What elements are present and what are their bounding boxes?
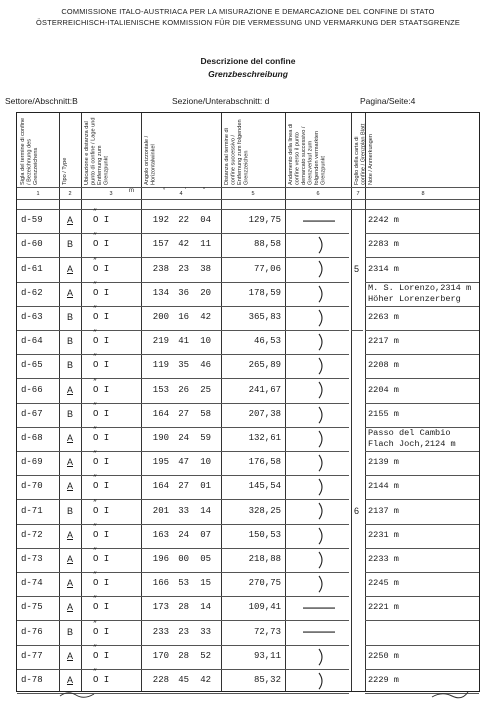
column-number-8: 8 [421, 191, 425, 197]
note-text: 2263 m [368, 311, 399, 322]
column-header-3: Ubicazione e distanza dal punto di confine / Lage und Entfernung zum Grenzpunkt [84, 117, 110, 185]
angle-degrees: 238 [152, 263, 169, 274]
document-title-german: Grenzbeschreibung [208, 69, 288, 79]
angle-seconds: 42 [200, 311, 211, 322]
curved-line-mark [299, 477, 339, 502]
angle-degrees: 190 [152, 432, 169, 443]
note-text: 2144 m [368, 481, 399, 492]
distance-value: 93,11 [253, 650, 281, 661]
angle-minutes: 22 [178, 215, 189, 226]
curved-line-mark [299, 429, 339, 454]
marker-location: O I [93, 650, 110, 661]
marker-id: d-67 [21, 408, 43, 419]
note-text: 2208 m [368, 360, 399, 371]
angle-seconds: 11 [200, 239, 211, 250]
column-number-3: 3 [109, 191, 113, 197]
angle-minutes: 23 [178, 263, 189, 274]
angle-degrees: 157 [152, 239, 169, 250]
page-label: Pagina/Seite:4 [360, 96, 416, 106]
marker-type: B [66, 505, 73, 516]
angle-seconds: 25 [200, 384, 211, 395]
angle-minutes: 42 [178, 239, 189, 250]
column-header-4: Angolo orizzontale / Horizontalwinkel [144, 135, 157, 185]
row-divider [365, 596, 479, 597]
location-tick-mark: ” [93, 233, 98, 242]
angle-minutes: 27 [178, 481, 189, 492]
angle-seconds: 10 [200, 457, 211, 468]
marker-id: d-70 [21, 481, 43, 492]
angle-degrees: 134 [152, 287, 169, 298]
section-label: Sezione/Unterabschnitt: d [172, 96, 270, 106]
note-text: 2233 m [368, 553, 399, 564]
marker-type: B [66, 336, 73, 347]
marker-id: d-63 [21, 311, 43, 322]
angle-degrees: 200 [152, 311, 169, 322]
marker-type: B [66, 408, 73, 419]
location-tick-mark: ” [93, 572, 98, 581]
location-tick-mark: ” [93, 402, 98, 411]
distance-value: 265,89 [248, 360, 281, 371]
column-number-4: 4 [179, 191, 183, 197]
distance-value: 77,06 [253, 263, 281, 274]
marker-location: O I [93, 529, 110, 540]
marker-location: O I [93, 311, 110, 322]
note-text-secondary: Flach Joch,2124 m [368, 438, 456, 449]
angle-minutes: 00 [178, 553, 189, 564]
marker-id: d-60 [21, 239, 43, 250]
curved-line-mark [299, 380, 339, 405]
angle-seconds: 07 [200, 529, 211, 540]
angle-minutes: 36 [178, 287, 189, 298]
distance-value: 85,32 [253, 674, 281, 685]
marker-location: O I [93, 360, 110, 371]
distance-value: 46,53 [253, 336, 281, 347]
marker-type: B [66, 239, 73, 250]
curved-line-mark [299, 550, 339, 575]
column-header-6: Andamento della linea di confine verso il punto demarcato successivo / Grenzverlauf zum folgenden vermarkten Grenzpunkt [288, 123, 327, 185]
note-text-secondary: Höher Lorenzerberg [368, 293, 461, 304]
angle-seconds: 14 [200, 602, 211, 613]
straight-line-mark [299, 622, 339, 647]
row-divider [365, 257, 479, 258]
note-text: 2139 m [368, 457, 399, 468]
marker-location: O I [93, 553, 110, 564]
marker-location: O I [93, 384, 110, 395]
marker-id: d-71 [21, 505, 43, 516]
curved-line-mark [299, 308, 339, 333]
note-text: 2314 m [368, 263, 399, 274]
distance-value: 328,25 [248, 505, 281, 516]
location-tick-mark: ” [93, 330, 98, 339]
marker-id: d-65 [21, 360, 43, 371]
marker-type: B [66, 311, 73, 322]
note-text: 2231 m [368, 529, 399, 540]
marker-id: d-61 [21, 263, 43, 274]
column-number-1: 1 [36, 191, 40, 197]
angle-degrees: 219 [152, 336, 169, 347]
column-header-7: Foglio della carta di confine / Grenzplan Blatt [354, 123, 367, 185]
location-tick-mark: ” [93, 620, 98, 629]
distance-value: 176,58 [248, 457, 281, 468]
marker-type: A [66, 287, 73, 298]
curved-line-mark [299, 501, 339, 526]
sector-label: Settore/Abschnitt:B [5, 96, 78, 106]
note-text: 2217 m [368, 336, 399, 347]
angle-degrees: 164 [152, 408, 169, 419]
marker-location: O I [93, 336, 110, 347]
marker-id: d-59 [21, 215, 43, 226]
angle-minutes: 23 [178, 626, 189, 637]
angle-minutes: 41 [178, 336, 189, 347]
marker-id: d-62 [21, 287, 43, 298]
angle-minutes: 27 [178, 408, 189, 419]
signature-mark-right [430, 690, 470, 701]
row-divider [365, 669, 479, 670]
curved-line-mark [299, 284, 339, 309]
column-number-7: 7 [356, 191, 360, 197]
straight-line-mark [299, 211, 339, 236]
location-tick-mark: ” [93, 523, 98, 532]
commission-title-german: ÖSTERREICHISCH-ITALIENISCHE KOMMISSION FÜR DIE VERMESSUNG UND VERMARKUNG DER STAATSGRENZE [36, 18, 460, 27]
angle-seconds: 15 [200, 578, 211, 589]
angle-seconds: 10 [200, 336, 211, 347]
marker-id: d-73 [21, 553, 43, 564]
row-divider [365, 645, 479, 646]
curved-line-mark [299, 526, 339, 551]
column-header-5: Distanza dal termine di confine successivo / Entfernung zum folgenden Grenzzeichen [224, 119, 250, 185]
distance-value: 72,73 [253, 626, 281, 637]
row-divider [365, 330, 479, 331]
angle-degrees: 233 [152, 626, 169, 637]
location-tick-mark: ” [93, 426, 98, 435]
angle-degrees: 196 [152, 553, 169, 564]
column-header-8: Note / Anmerkungen [368, 134, 374, 185]
distance-value: 270,75 [248, 578, 281, 589]
straight-line-mark [299, 598, 339, 623]
angle-minutes: 24 [178, 529, 189, 540]
angle-seconds: 04 [200, 215, 211, 226]
angle-degrees: 201 [152, 505, 169, 516]
distance-value: 150,53 [248, 529, 281, 540]
marker-type: A [66, 215, 73, 226]
boundary-table [16, 112, 480, 692]
unit-sec: " [203, 188, 206, 194]
location-tick-mark: ” [93, 451, 98, 460]
location-tick-mark: ” [93, 596, 98, 605]
note-text: M. S. Lorenzo,2314 m [368, 282, 472, 293]
marker-id: d-69 [21, 457, 43, 468]
angle-minutes: 45 [178, 674, 189, 685]
angle-seconds: 59 [200, 432, 211, 443]
distance-value: 365,83 [248, 311, 281, 322]
marker-type: A [66, 432, 73, 443]
angle-minutes: 26 [178, 384, 189, 395]
location-tick-mark: ” [93, 378, 98, 387]
angle-degrees: 119 [152, 360, 169, 371]
unit-m: m [129, 188, 134, 194]
curved-line-mark [299, 235, 339, 260]
marker-type: A [66, 263, 73, 274]
column-header-2: Tipo / Type [62, 157, 68, 185]
note-text: 2245 m [368, 578, 399, 589]
distance-value: 178,59 [248, 287, 281, 298]
angle-degrees: 163 [152, 529, 169, 540]
marker-type: A [66, 650, 73, 661]
marker-type: A [66, 553, 73, 564]
curved-line-mark [299, 453, 339, 478]
column-number-5: 5 [251, 191, 255, 197]
angle-minutes: 47 [178, 457, 189, 468]
row-divider [365, 475, 479, 476]
distance-value: 241,67 [248, 384, 281, 395]
note-text: Passo del Cambio [368, 427, 451, 438]
angle-degrees: 164 [152, 481, 169, 492]
angle-minutes: 28 [178, 650, 189, 661]
marker-type: A [66, 578, 73, 589]
angle-degrees: 228 [152, 674, 169, 685]
row-divider [365, 548, 479, 549]
marker-id: d-77 [21, 650, 43, 661]
marker-location: O I [93, 432, 110, 443]
location-tick-mark: ” [93, 354, 98, 363]
marker-id: d-78 [21, 674, 43, 685]
distance-value: 132,61 [248, 432, 281, 443]
marker-location: O I [93, 215, 110, 226]
row-divider [365, 620, 479, 621]
marker-location: O I [93, 626, 110, 637]
angle-degrees: 166 [152, 578, 169, 589]
curved-line-mark [299, 574, 339, 599]
column-number-2: 2 [68, 191, 72, 197]
marker-location: O I [93, 239, 110, 250]
marker-id: d-72 [21, 529, 43, 540]
header-divider [17, 199, 479, 200]
distance-value: 207,38 [248, 408, 281, 419]
marker-type: B [66, 360, 73, 371]
note-text: 2137 m [368, 505, 399, 516]
note-text: 2221 m [368, 602, 399, 613]
angle-seconds: 01 [200, 481, 211, 492]
angle-seconds: 46 [200, 360, 211, 371]
marker-type: A [66, 481, 73, 492]
angle-seconds: 14 [200, 505, 211, 516]
location-tick-mark: ” [93, 547, 98, 556]
sheet-number: 6 [354, 505, 360, 516]
marker-type: A [66, 674, 73, 685]
marker-location: O I [93, 408, 110, 419]
angle-seconds: 52 [200, 650, 211, 661]
marker-type: A [66, 529, 73, 540]
location-tick-mark: ” [93, 668, 98, 677]
marker-id: d-75 [21, 602, 43, 613]
sheet-number: 5 [354, 263, 360, 274]
note-text: 2204 m [368, 384, 399, 395]
angle-minutes: 24 [178, 432, 189, 443]
note-text: 2250 m [368, 650, 399, 661]
angle-seconds: 05 [200, 553, 211, 564]
note-text: 2242 m [368, 215, 399, 226]
note-text: 2283 m [368, 239, 399, 250]
angle-degrees: 192 [152, 215, 169, 226]
marker-location: O I [93, 481, 110, 492]
angle-minutes: 28 [178, 602, 189, 613]
marker-location: O I [93, 505, 110, 516]
marker-location: O I [93, 287, 110, 298]
marker-type: A [66, 384, 73, 395]
angle-minutes: 53 [178, 578, 189, 589]
distance-value: 129,75 [248, 215, 281, 226]
distance-value: 218,88 [248, 553, 281, 564]
unit-deg: ° [163, 188, 166, 194]
row-divider [365, 572, 479, 573]
marker-location: O I [93, 578, 110, 589]
location-tick-mark: ” [93, 257, 98, 266]
angle-degrees: 173 [152, 602, 169, 613]
marker-type: B [66, 626, 73, 637]
curved-line-mark [299, 259, 339, 284]
row-divider [365, 403, 479, 404]
curved-line-mark [299, 356, 339, 381]
location-tick-mark: ” [93, 305, 98, 314]
marker-id: d-74 [21, 578, 43, 589]
row-divider [365, 306, 479, 307]
angle-degrees: 195 [152, 457, 169, 468]
angle-minutes: 33 [178, 505, 189, 516]
column-header-1: Sigla del termine di confine / Bezeichnung des Grenzzeichens [20, 117, 39, 185]
commission-title-italian: COMMISSIONE ITALO-AUSTRIACA PER LA MISURAZIONE E DEMARCAZIONE DEL CONFINE DI STATO [61, 7, 435, 16]
signature-mark-left [58, 690, 98, 701]
curved-line-mark [299, 405, 339, 430]
curved-line-mark [299, 332, 339, 357]
location-tick-mark: ” [93, 644, 98, 653]
angle-seconds: 20 [200, 287, 211, 298]
distance-value: 109,41 [248, 602, 281, 613]
distance-value: 88,58 [253, 239, 281, 250]
marker-id: d-66 [21, 384, 43, 395]
angle-minutes: 16 [178, 311, 189, 322]
location-tick-mark: ” [93, 475, 98, 484]
row-divider [365, 354, 479, 355]
location-tick-mark: ” [93, 209, 98, 218]
angle-minutes: 35 [178, 360, 189, 371]
location-tick-mark: ” [93, 281, 98, 290]
row-divider [365, 451, 479, 452]
marker-id: d-64 [21, 336, 43, 347]
angle-seconds: 38 [200, 263, 211, 274]
angle-seconds: 58 [200, 408, 211, 419]
note-text: 2155 m [368, 408, 399, 419]
sheet-divider [351, 330, 363, 331]
angle-degrees: 153 [152, 384, 169, 395]
distance-value: 145,54 [248, 481, 281, 492]
note-text: 2229 m [368, 674, 399, 685]
angle-seconds: 42 [200, 674, 211, 685]
curved-line-mark [299, 647, 339, 672]
marker-location: O I [93, 602, 110, 613]
angle-seconds: 33 [200, 626, 211, 637]
marker-type: A [66, 457, 73, 468]
marker-type: A [66, 602, 73, 613]
header-divider [17, 209, 479, 210]
marker-location: O I [93, 457, 110, 468]
marker-id: d-68 [21, 432, 43, 443]
document-title-italian: Descrizione del confine [200, 56, 296, 66]
column-number-6: 6 [316, 191, 320, 197]
row-divider [365, 524, 479, 525]
marker-location: O I [93, 674, 110, 685]
marker-location: O I [93, 263, 110, 274]
row-divider [365, 233, 479, 234]
curved-line-mark [299, 671, 339, 696]
row-divider [365, 378, 479, 379]
location-tick-mark: ” [93, 499, 98, 508]
row-divider [365, 499, 479, 500]
angle-degrees: 170 [152, 650, 169, 661]
marker-id: d-76 [21, 626, 43, 637]
header-divider [17, 187, 479, 188]
unit-min: ' [185, 188, 187, 194]
